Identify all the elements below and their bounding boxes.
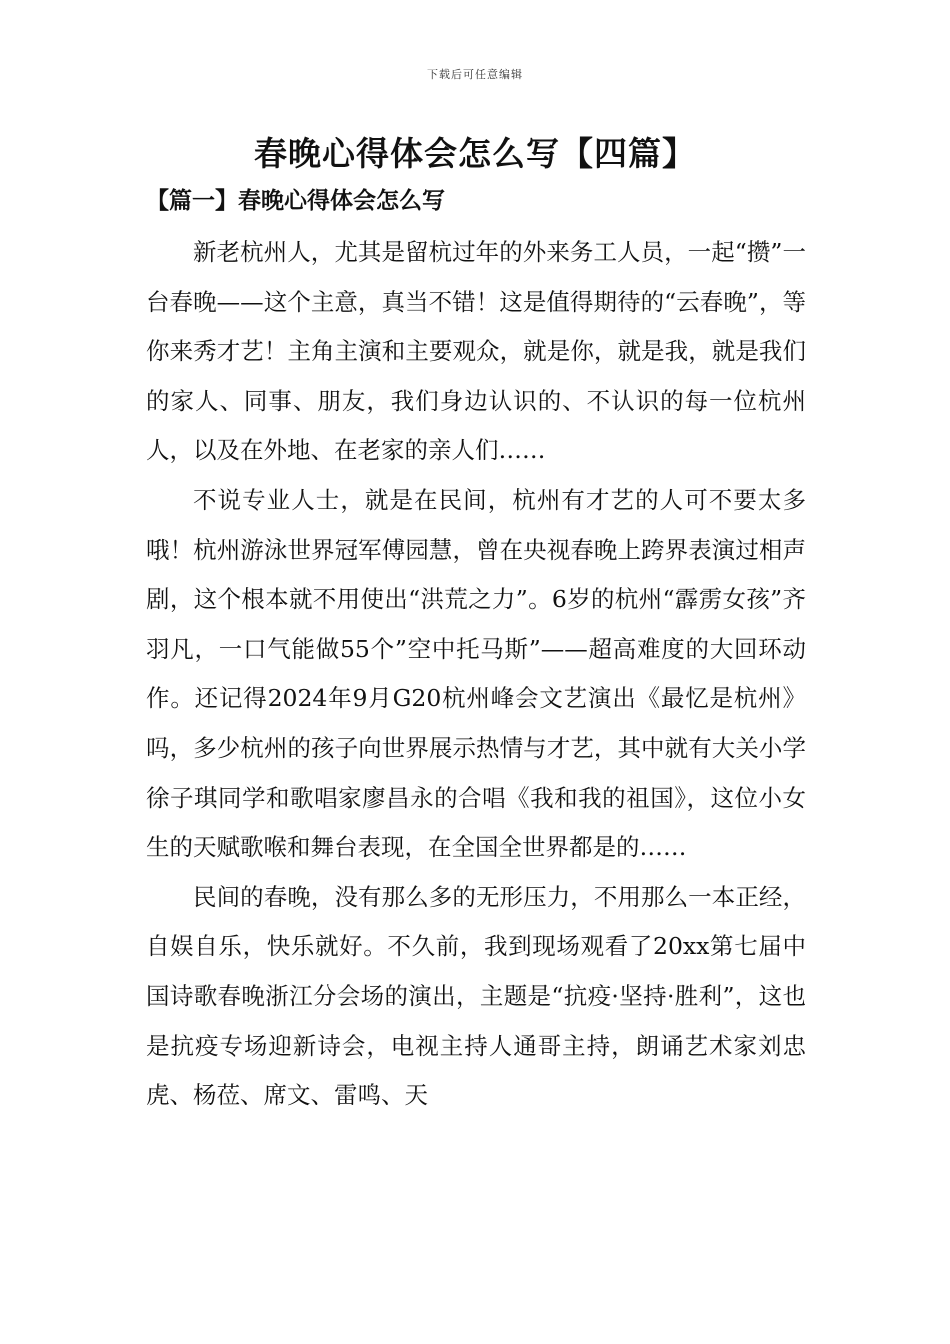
- header-note: 下载后可任意编辑: [427, 68, 523, 81]
- document-title: 春晚心得体会怎么写【四篇】: [254, 134, 696, 173]
- body-text: [146, 228, 806, 1121]
- paragraph-3: 民间的春晚，没有那么多的无形压力，不用那么一本正经，自娱自乐，快乐就好。不久前，我到现场观看了20xx第七届中国诗歌春晚浙江分会场的演出，主题是“抗疫·坚持·胜利”，这也是抗疫专场迎新诗会，电视主持人通哥主持，朗诵艺术家刘忠虎、杨莅、席文、雷鸣、天: [146, 882, 806, 1110]
- paragraph-1: 新老杭州人，尤其是留杭过年的外来务工人员，一起“攒”一台春晚——这个主意，真当不错！这是值得期待的“云春晚”，等你来秀才艺！主角主演和主要观众，就是你，就是我，就是我们的家人、同事、朋友，我们身边认识的、不认识的每一位杭州人，以及在外地、在老家的亲人们……: [146, 238, 806, 465]
- paragraph-2: 不说专业人士，就是在民间，杭州有才艺的人可不要太多哦！杭州游泳世界冠军傅园慧，曾在央视春晚上跨界表演过相声剧，这个根本就不用使出“洪荒之力”。6岁的杭州“霹雳女孩”齐羽凡，一口气能做55个”空中托马斯”——超高难度的大回环动作。还记得2024年9月G20杭州峰会文艺演出《最忆是杭州》吗，多少杭州的孩子向世界展示热情与才艺，其中就有大关小学徐子琪同学和歌唱家廖昌永的合唱《我和我的祖国》，这位小女生的天赋歌喉和舞台表现，在全国全世界都是的……: [146, 485, 806, 862]
- section-heading: 【篇一】春晚心得体会怎么写: [146, 187, 445, 214]
